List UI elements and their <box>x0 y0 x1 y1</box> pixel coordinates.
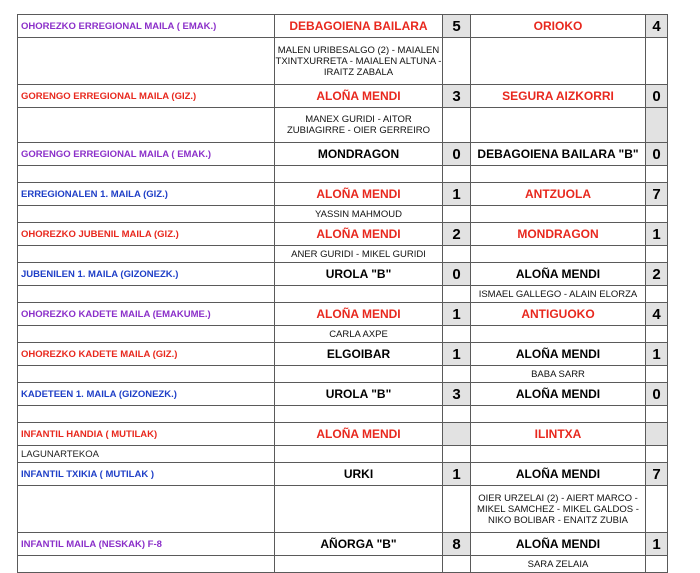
blank-cell <box>443 286 471 303</box>
away-scorers <box>471 108 646 143</box>
away-scorers <box>471 206 646 223</box>
away-scorers: BABA SARR <box>471 366 646 383</box>
home-team: ALOÑA MENDI <box>275 183 443 206</box>
row-note <box>18 486 275 533</box>
match-row <box>18 15 668 38</box>
home-score: 3 <box>443 85 471 108</box>
home-team: MONDRAGON <box>275 143 443 166</box>
blank-cell <box>646 486 668 533</box>
category-label: INFANTIL TXIKIA ( MUTILAK ) <box>18 463 275 486</box>
home-scorers: YASSIN MAHMOUD <box>275 206 443 223</box>
away-score: 7 <box>646 183 668 206</box>
home-team: UROLA "B" <box>275 263 443 286</box>
away-team: SEGURA AIZKORRI <box>471 85 646 108</box>
row-note <box>18 38 275 85</box>
row-note <box>18 556 275 573</box>
match-row <box>18 343 668 366</box>
row-note <box>18 246 275 263</box>
away-score: 1 <box>646 223 668 246</box>
scorers-row <box>18 246 668 263</box>
row-note <box>18 206 275 223</box>
match-row <box>18 85 668 108</box>
blank-cell <box>646 446 668 463</box>
home-team: ALOÑA MENDI <box>275 423 443 446</box>
home-score: 5 <box>443 15 471 38</box>
category-label: INFANTIL HANDIA ( MUTILAK) <box>18 423 275 446</box>
away-team: ALOÑA MENDI <box>471 343 646 366</box>
away-scorers: OIER URZELAI (2) - AIERT MARCO - MIKEL SAMCHEZ - MIKEL GALDOS - NIKO BOLIBAR - ENAITZ ZUBIA <box>471 486 646 533</box>
match-row <box>18 143 668 166</box>
away-team: ALOÑA MENDI <box>471 463 646 486</box>
results-table-body <box>18 15 668 573</box>
away-score <box>646 423 668 446</box>
row-note: LAGUNARTEKOA <box>18 446 275 463</box>
blank-cell <box>443 166 471 183</box>
away-scorers <box>471 38 646 85</box>
blank-cell <box>646 556 668 573</box>
home-score: 2 <box>443 223 471 246</box>
away-team: ALOÑA MENDI <box>471 383 646 406</box>
home-scorers: ANER GURIDI - MIKEL GURIDI <box>275 246 443 263</box>
category-label: OHOREZKO ERREGIONAL MAILA ( EMAK.) <box>18 15 275 38</box>
home-team: URKI <box>275 463 443 486</box>
home-team: ALOÑA MENDI <box>275 85 443 108</box>
blank-cell <box>646 286 668 303</box>
scorers-row <box>18 406 668 423</box>
blank-cell <box>443 406 471 423</box>
blank-cell <box>443 38 471 85</box>
away-team: DEBAGOIENA BAILARA "B" <box>471 143 646 166</box>
home-score: 1 <box>443 303 471 326</box>
away-scorers <box>471 326 646 343</box>
match-row <box>18 463 668 486</box>
away-team: ILINTXA <box>471 423 646 446</box>
blank-cell <box>646 38 668 85</box>
category-label: GORENGO ERREGIONAL MAILA ( EMAK.) <box>18 143 275 166</box>
blank-cell <box>646 406 668 423</box>
match-row <box>18 533 668 556</box>
away-score: 4 <box>646 303 668 326</box>
blank-cell <box>443 326 471 343</box>
scorers-row <box>18 446 668 463</box>
home-team: AÑORGA "B" <box>275 533 443 556</box>
home-scorers: MANEX GURIDI - AITOR ZUBIAGIRRE - OIER GERREIRO <box>275 108 443 143</box>
blank-cell <box>443 366 471 383</box>
row-note <box>18 286 275 303</box>
away-scorers: SARA ZELAIA <box>471 556 646 573</box>
category-label: INFANTIL MAILA (NESKAK) F-8 <box>18 533 275 556</box>
match-row <box>18 303 668 326</box>
scorers-row <box>18 486 668 533</box>
home-scorers <box>275 406 443 423</box>
home-scorers: MALEN URIBESALGO (2) - MAIALEN TXINTXURRETA - MAIALEN ALTUNA - IRAITZ ZABALA <box>275 38 443 85</box>
away-scorers <box>471 246 646 263</box>
scorers-row <box>18 326 668 343</box>
match-row <box>18 183 668 206</box>
home-team: ELGOIBAR <box>275 343 443 366</box>
home-score: 1 <box>443 183 471 206</box>
home-team: ALOÑA MENDI <box>275 223 443 246</box>
blank-cell <box>443 446 471 463</box>
home-team: UROLA "B" <box>275 383 443 406</box>
row-note <box>18 366 275 383</box>
scorers-row <box>18 206 668 223</box>
away-score: 0 <box>646 143 668 166</box>
blank-cell <box>646 366 668 383</box>
match-row <box>18 423 668 446</box>
away-score: 4 <box>646 15 668 38</box>
home-score: 1 <box>443 463 471 486</box>
row-note <box>18 326 275 343</box>
blank-cell <box>443 246 471 263</box>
home-scorers <box>275 556 443 573</box>
home-score <box>443 423 471 446</box>
blank-cell <box>443 108 471 143</box>
home-score: 1 <box>443 343 471 366</box>
away-score: 1 <box>646 533 668 556</box>
category-label: JUBENILEN 1. MAILA (GIZONEZK.) <box>18 263 275 286</box>
away-scorers <box>471 446 646 463</box>
blank-cell <box>443 206 471 223</box>
blank-cell <box>646 108 668 143</box>
home-score: 0 <box>443 263 471 286</box>
scorers-row <box>18 38 668 85</box>
home-score: 8 <box>443 533 471 556</box>
away-team: ANTZUOLA <box>471 183 646 206</box>
home-scorers <box>275 366 443 383</box>
away-score: 1 <box>646 343 668 366</box>
category-label: OHOREZKO JUBENIL MAILA (GIZ.) <box>18 223 275 246</box>
away-team: ANTIGUOKO <box>471 303 646 326</box>
home-scorers <box>275 446 443 463</box>
scorers-row <box>18 286 668 303</box>
home-scorers <box>275 166 443 183</box>
home-scorers <box>275 286 443 303</box>
away-team: ALOÑA MENDI <box>471 263 646 286</box>
away-score: 2 <box>646 263 668 286</box>
category-label: GORENGO ERREGIONAL MAILA (GIZ.) <box>18 85 275 108</box>
away-score: 7 <box>646 463 668 486</box>
away-scorers <box>471 166 646 183</box>
category-label: OHOREZKO KADETE MAILA (GIZ.) <box>18 343 275 366</box>
away-scorers <box>471 406 646 423</box>
blank-cell <box>443 486 471 533</box>
home-scorers <box>275 486 443 533</box>
scorers-row <box>18 556 668 573</box>
blank-cell <box>646 166 668 183</box>
home-score: 0 <box>443 143 471 166</box>
away-team: ORIOKO <box>471 15 646 38</box>
home-score: 3 <box>443 383 471 406</box>
away-scorers: ISMAEL GALLEGO - ALAIN ELORZA <box>471 286 646 303</box>
home-team: ALOÑA MENDI <box>275 303 443 326</box>
home-team: DEBAGOIENA BAILARA <box>275 15 443 38</box>
away-team: MONDRAGON <box>471 223 646 246</box>
away-team: ALOÑA MENDI <box>471 533 646 556</box>
away-score: 0 <box>646 383 668 406</box>
scorers-row <box>18 166 668 183</box>
row-note <box>18 166 275 183</box>
match-row <box>18 263 668 286</box>
category-label: ERREGIONALEN 1. MAILA (GIZ.) <box>18 183 275 206</box>
blank-cell <box>443 556 471 573</box>
match-row <box>18 223 668 246</box>
blank-cell <box>646 246 668 263</box>
scorers-row <box>18 108 668 143</box>
match-row <box>18 383 668 406</box>
row-note <box>18 108 275 143</box>
home-scorers: CARLA AXPE <box>275 326 443 343</box>
category-label: KADETEEN 1. MAILA (GIZONEZK.) <box>18 383 275 406</box>
category-label: OHOREZKO KADETE MAILA (EMAKUME.) <box>18 303 275 326</box>
away-score: 0 <box>646 85 668 108</box>
blank-cell <box>646 206 668 223</box>
row-note <box>18 406 275 423</box>
results-table <box>17 14 668 573</box>
scorers-row <box>18 366 668 383</box>
blank-cell <box>646 326 668 343</box>
